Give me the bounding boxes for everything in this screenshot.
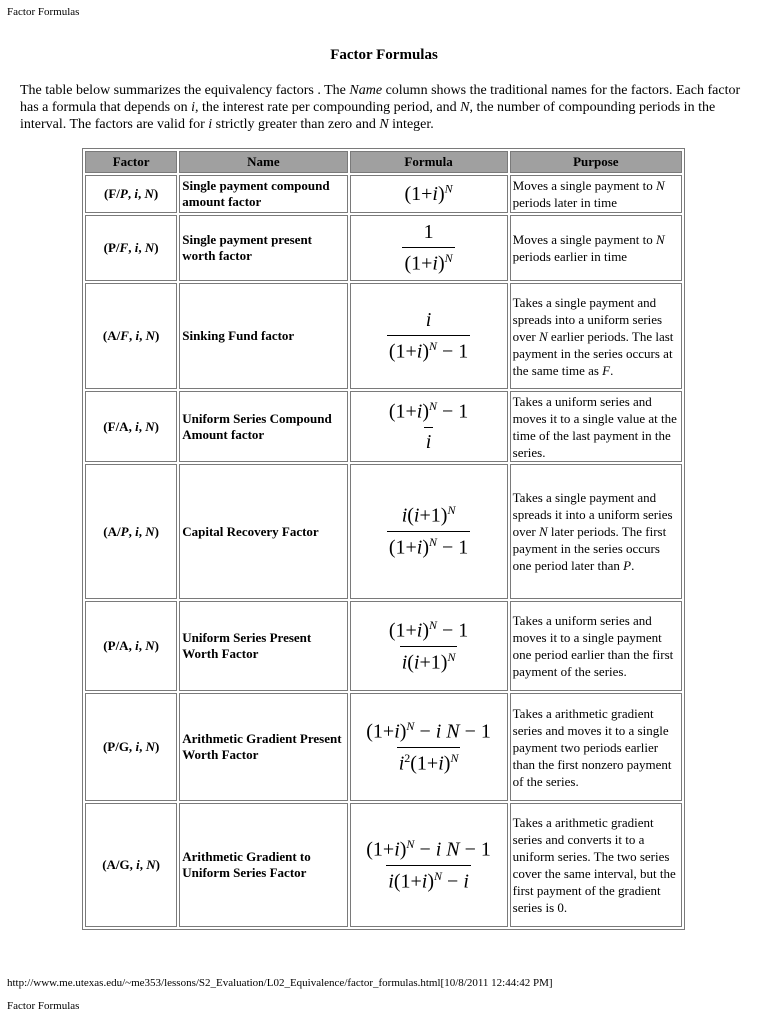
purpose-cell: Takes a single payment and spreads it into a uniform series over N later periods. The first payment in the series occurs one period later than P. bbox=[510, 464, 682, 599]
page-title: Factor Formulas bbox=[330, 47, 438, 63]
factor-cell: (A/P, i, N) bbox=[85, 464, 177, 599]
formula-cell bbox=[350, 601, 508, 691]
table-row bbox=[85, 283, 682, 389]
formula-fraction bbox=[364, 837, 493, 893]
formula-denominator: $(1+i)^N - 1$ bbox=[387, 335, 470, 364]
column-header-name: Name bbox=[179, 151, 347, 173]
intro-paragraph: The table below summarizes the equivalency factors . The Name column shows the traditional names for the factors. Each factor has a formula that depends on i, the interest rate per compounding period, and N, the number of compounding periods in the interval. The factors are valid for i strictly greater than zero and N integer. bbox=[20, 83, 741, 132]
name-cell: Arithmetic Gradient to Uniform Series Factor bbox=[179, 803, 347, 927]
formula-cell bbox=[350, 693, 508, 801]
purpose-cell: Takes a single payment and spreads into a uniform series over N earlier periods. The last payment in the series occurs at the same time as F. bbox=[510, 283, 682, 389]
formula-numerator: i bbox=[425, 308, 432, 331]
purpose-cell: Moves a single payment to N periods earlier in time bbox=[510, 215, 682, 281]
purpose-cell: Takes a uniform series and moves it to a single value at the time of the last payment in the series. bbox=[510, 391, 682, 462]
formula-fraction bbox=[387, 399, 470, 454]
factor-cell: (F/P, i, N) bbox=[85, 175, 177, 213]
print-header-title: Factor Formulas bbox=[7, 6, 80, 18]
formula-numerator: 1 bbox=[423, 220, 434, 243]
formula-fraction bbox=[387, 503, 470, 559]
print-footer-url: http://www.me.utexas.edu/~me353/lessons/S2_Evaluation/L02_Equivalence/factor_formulas.html[10/8/2011 12:44:42 PM] bbox=[7, 977, 553, 989]
formula-cell bbox=[350, 283, 508, 389]
formula-denominator: $i^2(1+i)^N$ bbox=[397, 747, 461, 776]
table-row bbox=[85, 215, 682, 281]
formula-cell bbox=[350, 803, 508, 927]
formula-numerator: $(1+i)^N - 1$ bbox=[388, 399, 469, 423]
formula-numerator: $(1+i)^N - i$ N − 1 bbox=[366, 718, 491, 743]
formula-fraction bbox=[387, 309, 470, 364]
formula-fraction bbox=[402, 221, 454, 276]
factor-table bbox=[82, 148, 685, 930]
formula-numerator: $(1+i)^N - i$ N − 1 bbox=[366, 836, 491, 861]
formula-numerator: $(1+i)^N - 1$ bbox=[388, 617, 469, 642]
table-row bbox=[85, 693, 682, 801]
name-cell: Uniform Series Present Worth Factor bbox=[179, 601, 347, 691]
table-header-row bbox=[85, 151, 682, 173]
name-cell: Single payment present worth factor bbox=[179, 215, 347, 281]
purpose-cell: Takes a uniform series and moves it to a single payment one period earlier than the first payment of the series. bbox=[510, 601, 682, 691]
purpose-cell: Takes a arithmetic gradient series and moves it to a single payment two periods earlier than the first nonzero payment of the series. bbox=[510, 693, 682, 801]
formula-fraction bbox=[364, 719, 493, 775]
name-cell: Uniform Series Compound Amount factor bbox=[179, 391, 347, 462]
formula-expression: $(1+i)^N$ bbox=[404, 181, 453, 206]
factor-cell: (F/A, i, N) bbox=[85, 391, 177, 462]
factor-cell: (P/G, i, N) bbox=[85, 693, 177, 801]
formula-denominator: $i(1+i)^N - i$ bbox=[386, 865, 471, 894]
formula-denominator: $(1+i)^N - 1$ bbox=[387, 531, 470, 560]
factor-cell: (P/F, i, N) bbox=[85, 215, 177, 281]
print-footer-title: Factor Formulas bbox=[7, 1000, 80, 1012]
purpose-cell: Takes a arithmetic gradient series and converts it to a uniform series. The two series cover the same interval, but the first payment of the gradient series is 0. bbox=[510, 803, 682, 927]
formula-denominator: $(1+i)^N$ bbox=[402, 247, 454, 276]
formula-fraction bbox=[387, 618, 470, 674]
formula-cell bbox=[350, 464, 508, 599]
factor-cell: (A/G, i, N) bbox=[85, 803, 177, 927]
column-header-purpose: Purpose bbox=[510, 151, 682, 173]
table-row bbox=[85, 601, 682, 691]
formula-numerator: $i(i+1)^N$ bbox=[401, 503, 456, 527]
name-cell: Single payment compound amount factor bbox=[179, 175, 347, 213]
name-cell: Arithmetic Gradient Present Worth Factor bbox=[179, 693, 347, 801]
formula-denominator: i bbox=[424, 427, 434, 454]
factor-table-container bbox=[82, 148, 685, 930]
table-row bbox=[85, 175, 682, 213]
column-header-formula: Formula bbox=[350, 151, 508, 173]
column-header-factor: Factor bbox=[85, 151, 177, 173]
table-row bbox=[85, 391, 682, 462]
table-row bbox=[85, 803, 682, 927]
table-row bbox=[85, 464, 682, 599]
formula-denominator: $i(i+1)^N$ bbox=[400, 646, 458, 675]
formula-cell bbox=[350, 175, 508, 213]
factor-cell: (A/F, i, N) bbox=[85, 283, 177, 389]
name-cell: Capital Recovery Factor bbox=[179, 464, 347, 599]
formula-cell bbox=[350, 215, 508, 281]
purpose-cell: Moves a single payment to N periods later in time bbox=[510, 175, 682, 213]
factor-cell: (P/A, i, N) bbox=[85, 601, 177, 691]
formula-cell bbox=[350, 391, 508, 462]
name-cell: Sinking Fund factor bbox=[179, 283, 347, 389]
